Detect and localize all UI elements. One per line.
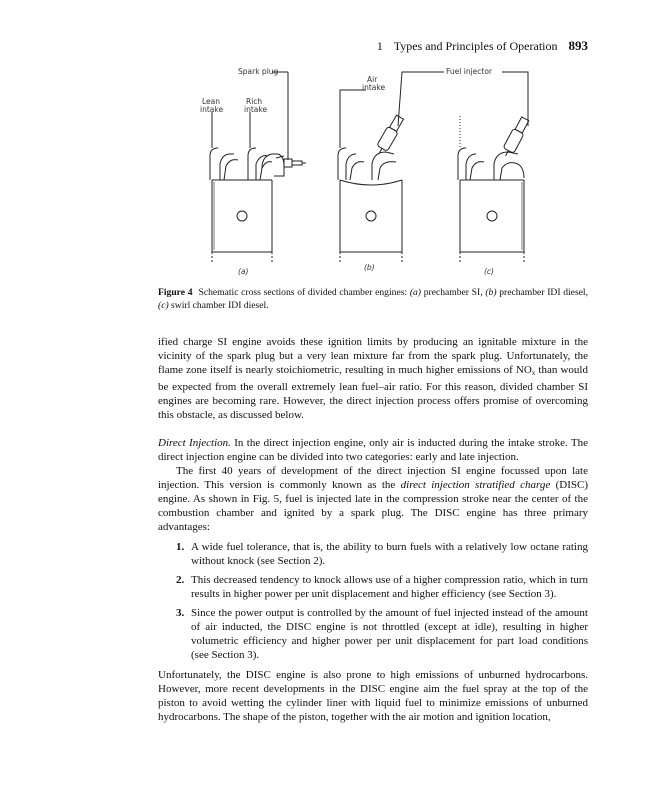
list-item: 3. Since the power output is controlled by the amount of fuel injected instead of the amount of air inducted, the DISC engine is not throttled (except at idle), resulting in higher volumetric efficiency and higher power per unit displacement for part load conditions (see Section 3). bbox=[176, 607, 588, 661]
label-panel-a: (a) bbox=[238, 267, 249, 276]
panel-c-swirl-idi bbox=[458, 72, 531, 262]
engine-schematic bbox=[150, 56, 590, 284]
list-item: 1. A wide fuel tolerance, that is, the ability to burn fuels with a relatively low octane rating without knock (see Section 2). bbox=[176, 541, 588, 567]
label-air-1: Air bbox=[367, 75, 378, 84]
label-rich-2: intake bbox=[244, 105, 268, 114]
page-number: 893 bbox=[568, 38, 588, 53]
caption-label: Figure 4 bbox=[158, 287, 193, 298]
label-air-2: intake bbox=[362, 83, 386, 92]
caption-text: Schematic cross sections of divided chamber engines: bbox=[198, 287, 410, 298]
caption-b: (b) bbox=[485, 287, 497, 298]
figure-caption bbox=[158, 287, 588, 312]
figure-4 bbox=[150, 56, 590, 284]
chapter-number: 1 bbox=[376, 39, 383, 53]
caption-text: prechamber IDI diesel, bbox=[496, 287, 589, 298]
label-panel-c: (c) bbox=[484, 267, 494, 276]
list-item: 2. This decreased tendency to knock allows use of a higher compression ratio, which in turn results in higher power per unit displacement and higher efficiency (see Section 3). bbox=[176, 574, 588, 600]
paragraph-disc: The first 40 years of development of the direct injection SI engine focussed upon late injection. This version is commonly known as the direct injection stratified charge (DISC) engine. As shown in Fig. 5, fuel is injected late in the compression stroke near the center of the combustion chamber and ignited by a spark plug. The DISC engine has three primary advantages: bbox=[158, 465, 588, 533]
running-head bbox=[150, 38, 588, 54]
paragraph-direct-injection: Direct Injection. In the direct injection engine, only air is inducted during the intake stroke. The direct injection engine can be divided into two categories: early and late injection. bbox=[158, 437, 588, 463]
caption-text: prechamber SI, bbox=[421, 287, 486, 298]
advantages-list bbox=[158, 540, 588, 662]
paragraph-disc-emissions: Unfortunately, the DISC engine is also prone to high emissions of unburned hydrocarbons. However, more recent developments in the DISC engine aim the fuel spray at the top of the piston to avoid wetting the cylinder liner with liquid fuel to minimize emissions of unburned hydrocarbons. The shape of the piston, together with the air motion and ignition location, bbox=[158, 669, 588, 723]
paragraph-stratified: ified charge SI engine avoids these ignition limits by producing an ignitable mixture in the vicinity of the spark plug but a very lean mixture far from the spark plug. Unfortunately, the flame zone itself is nearly stoichiometric, resulting in much higher emissions of $NO_x$ than would be expected from the overall extremely lean fuel–air ratio. For this reason, divided chamber SI engines are becoming rare. However, the direct injection process offers promise of overcoming this obstacle, as discussed below. bbox=[158, 336, 588, 421]
panel-b-prechamber-idi bbox=[338, 72, 444, 262]
label-lean-2: intake bbox=[200, 105, 224, 114]
caption-a: (a) bbox=[409, 287, 421, 298]
label-fuel-injector: Fuel injector bbox=[446, 67, 493, 76]
label-panel-b: (b) bbox=[364, 263, 375, 272]
section-heading-direct-injection: Direct Injection. bbox=[158, 437, 231, 449]
label-lean-1: Lean bbox=[202, 97, 221, 106]
caption-text: swirl chamber IDI diesel. bbox=[168, 299, 269, 311]
label-spark-plug: Spark plug bbox=[238, 67, 279, 76]
chapter-title: Types and Principles of Operation bbox=[393, 39, 558, 53]
caption-c: (c) bbox=[158, 299, 169, 311]
label-rich-1: Rich bbox=[246, 97, 263, 106]
body-text bbox=[158, 335, 588, 724]
